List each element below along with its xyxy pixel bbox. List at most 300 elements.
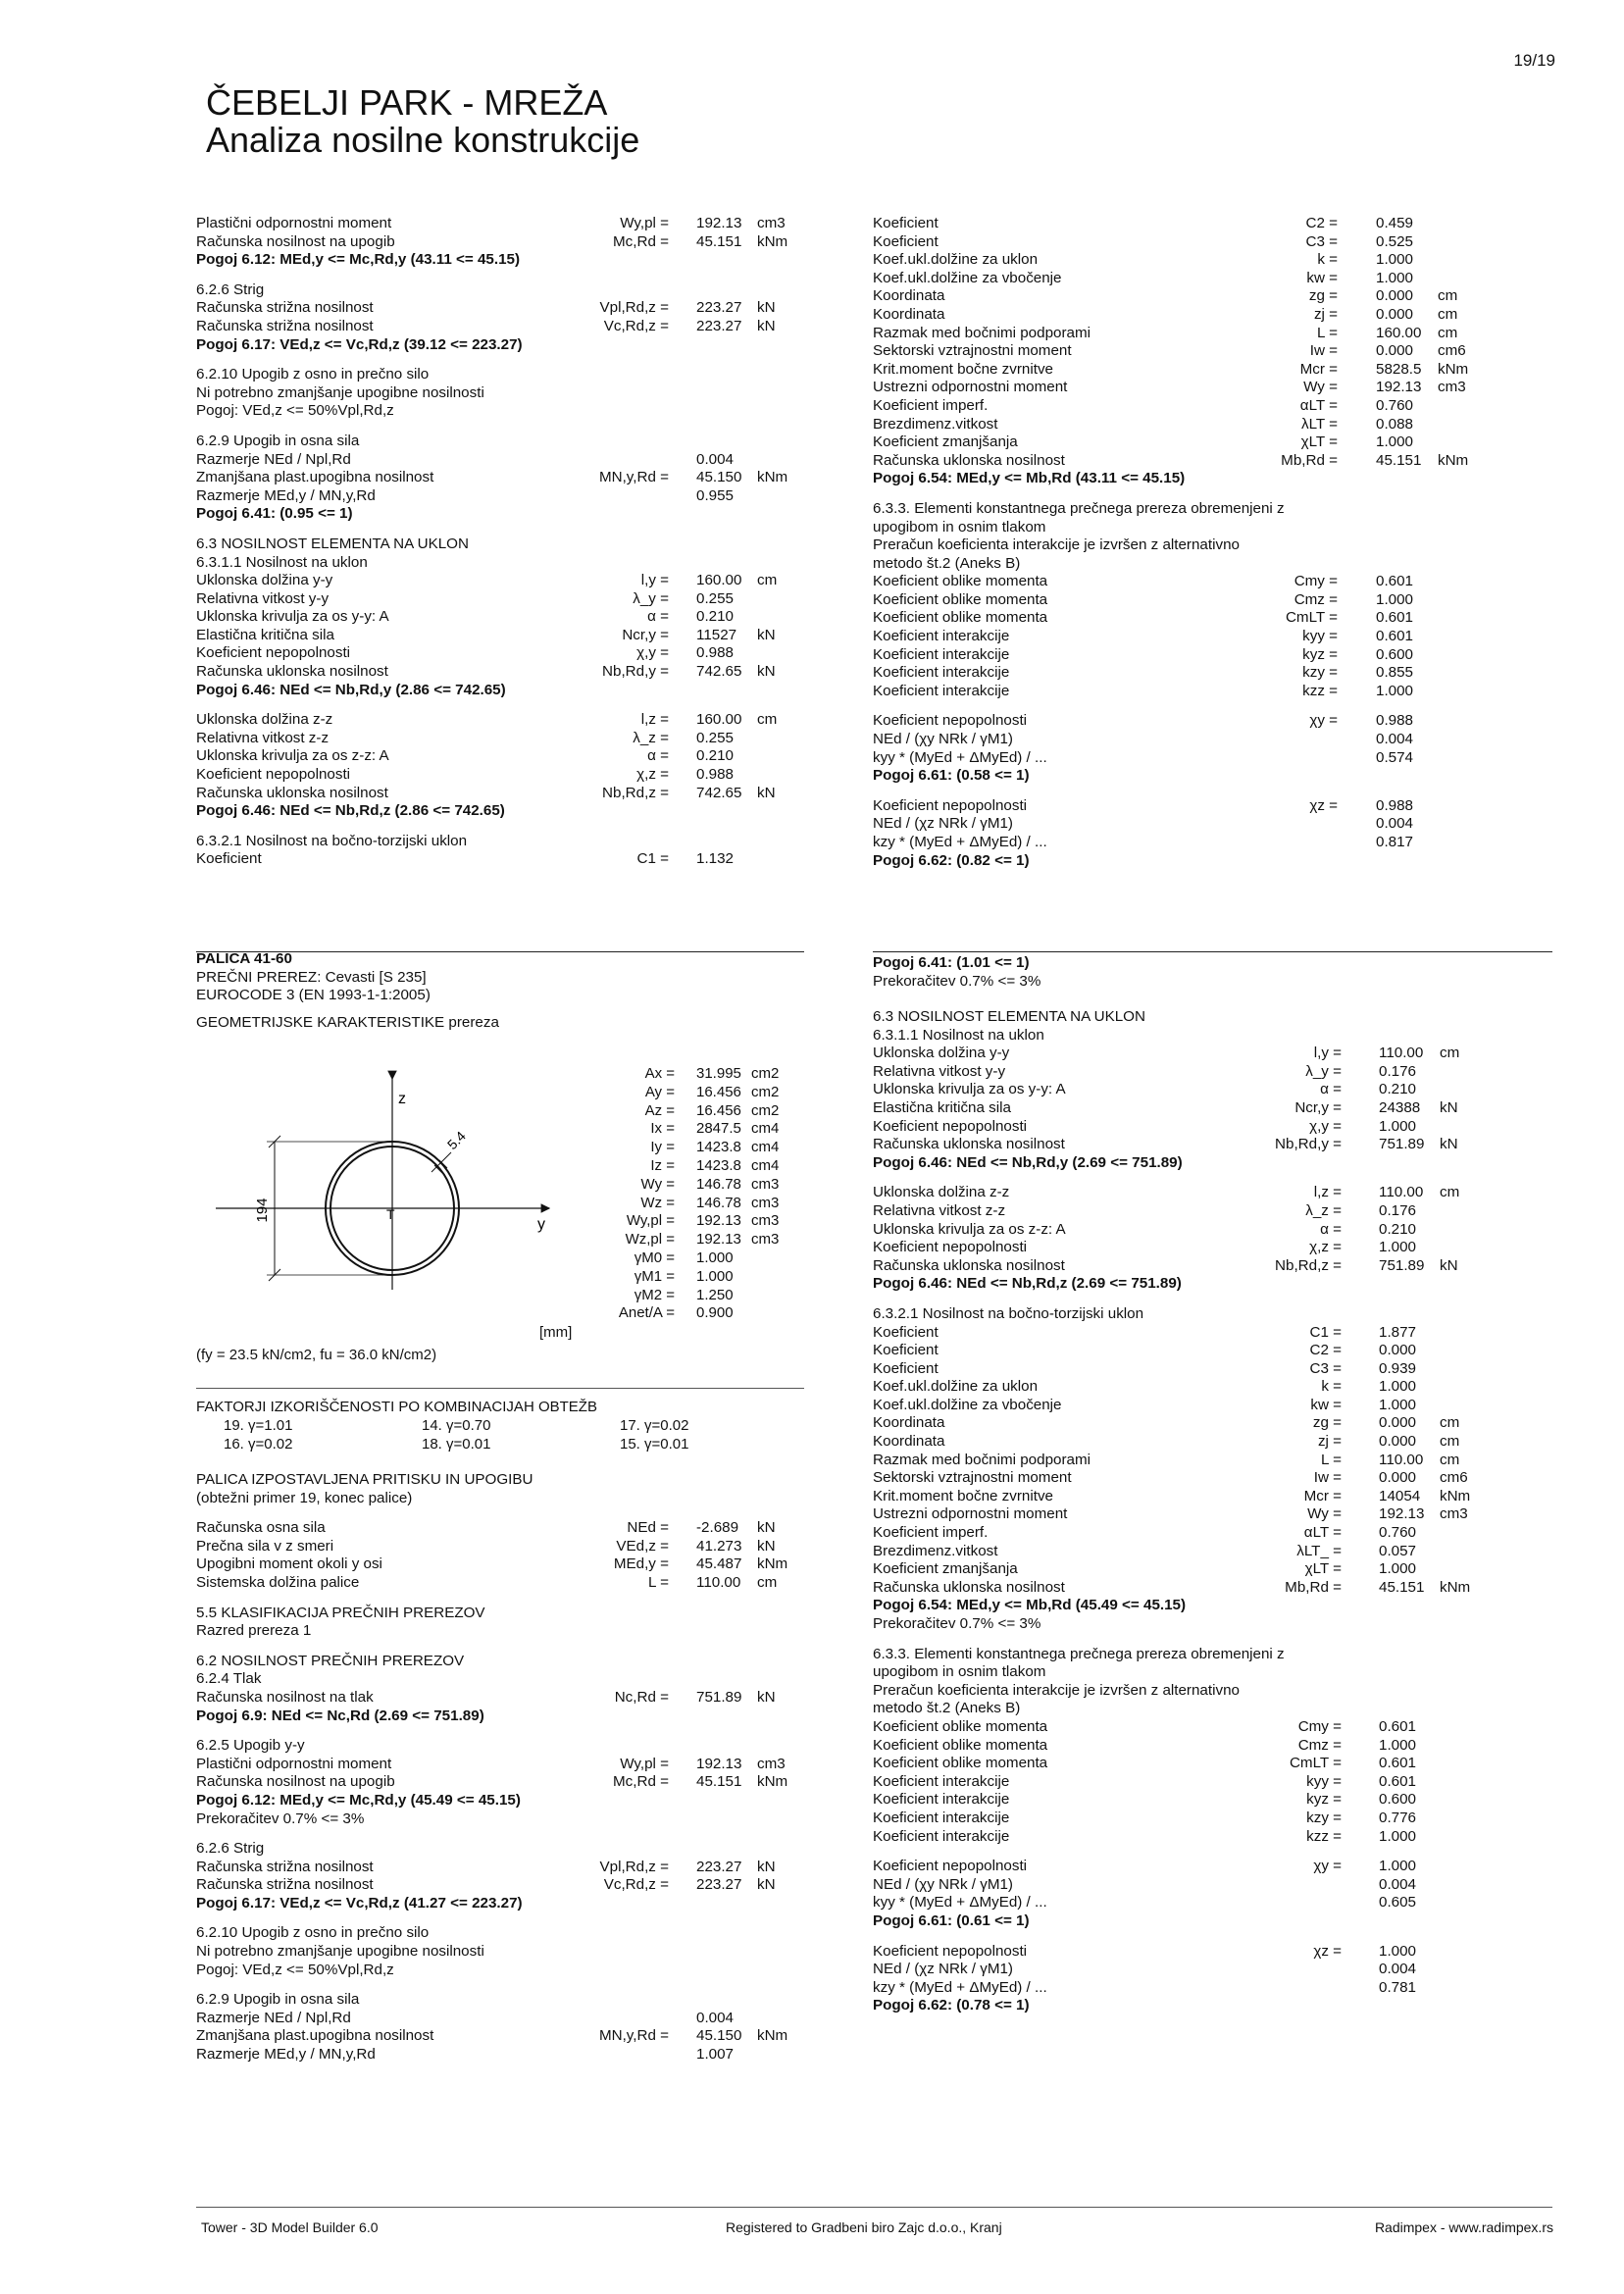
row-label: Pogoj 6.61: (0.58 <= 1): [873, 767, 1030, 785]
row-label: Prekoračitev 0.7% <= 3%: [196, 1810, 365, 1827]
row-value: 0.601: [1376, 573, 1414, 590]
row-label: Brezdimenz.vitkost: [873, 1542, 998, 1559]
row-unit: cm3: [757, 215, 786, 231]
row-label: 6.3.1.1 Nosilnost na uklon: [196, 553, 368, 571]
row-unit: kN: [757, 663, 776, 681]
row-symbol: CmLT =: [1285, 609, 1338, 627]
geometry-value: 146.78: [696, 1194, 741, 1211]
row-label: Ni potrebno zmanjšanje upogibne nosilnosti: [196, 383, 484, 401]
row-value: 0.855: [1376, 664, 1414, 682]
text-line: [196, 299, 804, 318]
geometry-value: 1.000: [696, 1249, 734, 1266]
row-unit: cm: [1440, 1045, 1460, 1062]
row-symbol: Vpl,Rd,z =: [599, 299, 669, 317]
row-value: 1.000: [1379, 1117, 1417, 1135]
row-label: 6.3.1.1 Nosilnost na uklon: [873, 1026, 1044, 1044]
condition-line: [873, 470, 1500, 488]
row-symbol: χy =: [1313, 1858, 1342, 1875]
faktor-item: 14. γ=0.70: [422, 1417, 491, 1434]
spacer: [196, 524, 804, 535]
row-unit: kN: [757, 1688, 776, 1706]
row-value: 0.000: [1376, 305, 1414, 323]
row-symbol: kyz =: [1306, 1791, 1342, 1809]
row-symbol: λ_z =: [633, 729, 669, 746]
row-symbol: Nb,Rd,z =: [1275, 1256, 1342, 1274]
row-symbol: kzz =: [1302, 682, 1338, 699]
geometry-value: 0.900: [696, 1304, 734, 1322]
row-value: 0.004: [1379, 1875, 1417, 1893]
row-label: Plastični odpornostni moment: [196, 1755, 392, 1772]
text-line: [196, 850, 804, 869]
text-line: [196, 730, 804, 748]
row-symbol: Nb,Rd,y =: [602, 663, 669, 681]
geometry-symbol: Wz =: [640, 1194, 675, 1211]
row-symbol: Mb,Rd =: [1285, 1578, 1342, 1596]
row-label: Koeficient zmanjšanja: [873, 433, 1018, 451]
text-line: [196, 572, 804, 590]
condition-line: [196, 336, 804, 355]
row-value: 1.000: [1379, 1736, 1417, 1754]
row-label: Koeficient oblike momenta: [873, 609, 1048, 627]
row-symbol: kw =: [1310, 1396, 1342, 1413]
row-label: Pogoj 6.41: (1.01 <= 1): [873, 954, 1030, 971]
row-label: Sektorski vztrajnostni moment: [873, 1469, 1072, 1487]
row-label: Ustrezni odpornostni moment: [873, 1505, 1068, 1523]
geometry-row: [598, 1084, 834, 1102]
row-symbol: Vc,Rd,z =: [603, 1876, 669, 1894]
geometry-unit: cm2: [751, 1083, 780, 1100]
row-label: 6.3.3. Elementi konstantnega prečnega prereza obremenjeni z: [873, 499, 1285, 517]
row-label: Koeficient: [873, 232, 939, 250]
geometry-row: [598, 1102, 834, 1121]
row-unit: kNm: [1440, 1578, 1471, 1596]
text-line: [873, 749, 1500, 768]
footer-right: Radimpex - www.radimpex.rs: [1374, 2219, 1553, 2235]
text-line: [873, 519, 1500, 537]
spacer: [196, 1593, 804, 1605]
row-unit: kN: [757, 299, 776, 317]
row-label: Pogoj: VEd,z <= 50%Vpl,Rd,z: [196, 402, 394, 420]
geometry-symbol: Wz,pl =: [625, 1231, 675, 1249]
geometry-symbol: Ix =: [650, 1120, 675, 1138]
row-label: Koeficient nepopolnosti: [873, 1117, 1028, 1135]
text-line: [196, 1859, 804, 1877]
row-symbol: Mcr =: [1303, 1487, 1342, 1504]
row-label: Koeficient nepopolnosti: [196, 644, 351, 662]
row-value: 0.057: [1379, 1542, 1417, 1559]
row-label: Pogoj 6.46: NEd <= Nb,Rd,z (2.86 <= 742.65): [196, 802, 505, 820]
row-symbol: L =: [1321, 1451, 1342, 1468]
faktor-item: 19. γ=1.01: [224, 1417, 293, 1434]
row-symbol: kyy =: [1306, 1772, 1342, 1790]
text-line: [873, 1414, 1500, 1433]
geometry-unit: cm4: [751, 1120, 780, 1138]
row-symbol: α =: [647, 747, 669, 765]
row-symbol: χ,y =: [1309, 1117, 1342, 1135]
row-value: 5828.5: [1376, 360, 1422, 378]
row-symbol: Nb,Rd,z =: [602, 784, 669, 801]
text-line: [873, 1615, 1500, 1634]
row-label: Pogoj 6.46: NEd <= Nb,Rd,y (2.86 <= 742.65): [196, 681, 506, 698]
row-unit: kNm: [1438, 451, 1469, 469]
row-label: Koeficient interakcije: [873, 1772, 1010, 1790]
row-label: Pogoj 6.12: MEd,y <= Mc,Rd,y (45.49 <= 45.15): [196, 1791, 521, 1809]
row-label: Sistemska dolžina palice: [196, 1573, 360, 1591]
row-value: 0.776: [1379, 1809, 1417, 1826]
text-line: [873, 731, 1500, 749]
row-value: 0.988: [1376, 796, 1414, 814]
row-label: Koef.ukl.dolžine za uklon: [873, 1378, 1039, 1396]
left-column-top: [196, 215, 804, 869]
row-unit: cm: [1440, 1451, 1460, 1468]
row-value: 751.89: [1379, 1256, 1425, 1274]
condition-line: [873, 767, 1500, 786]
text-line: [873, 1136, 1500, 1154]
condition-line: [196, 1792, 804, 1810]
geometry-symbol: Az =: [644, 1101, 675, 1119]
row-label: Relativna vitkost z-z: [873, 1201, 1006, 1219]
row-label: Razmerje NEd / Npl,Rd: [196, 450, 351, 468]
spacer: [873, 1172, 1500, 1184]
row-symbol: zg =: [1312, 1414, 1342, 1432]
text-line: [873, 834, 1500, 852]
row-label: Brezdimenz.vitkost: [873, 415, 998, 433]
row-unit: kN: [1440, 1256, 1458, 1274]
footer-center: Registered to Gradbeni biro Zajc d.o.o., Kranj: [726, 2219, 1002, 2235]
row-unit: cm: [1440, 1184, 1460, 1201]
row-label: Koeficient interakcije: [873, 1827, 1010, 1845]
page-number: 19/19: [1513, 51, 1555, 70]
row-unit: kN: [757, 1876, 776, 1894]
text-line: [873, 712, 1500, 731]
row-label: Pogoj 6.9: NEd <= Nc,Rd (2.69 <= 751.89): [196, 1707, 484, 1724]
material-note: (fy = 23.5 kN/cm2, fu = 36.0 kN/cm2): [196, 1347, 437, 1363]
row-symbol: kyy =: [1302, 628, 1338, 645]
row-label: upogibom in osnim tlakom: [873, 1663, 1046, 1681]
row-label: 6.3 NOSILNOST ELEMENTA NA UKLON: [196, 535, 469, 552]
row-value: 0.988: [1376, 712, 1414, 730]
row-label: Krit.moment bočne zvrnitve: [873, 1487, 1054, 1504]
spacer: [196, 354, 804, 366]
geometry-row: [598, 1195, 834, 1213]
row-label: kyy * (MyEd + ΔMyEd) / ...: [873, 748, 1047, 766]
row-symbol: C3 =: [1309, 1359, 1342, 1377]
text-line: [196, 433, 804, 451]
row-value: 1.000: [1379, 1239, 1417, 1256]
spacer: [873, 786, 1500, 797]
text-line: [196, 215, 804, 233]
row-label: Koeficient nepopolnosti: [873, 1239, 1028, 1256]
row-value: 0.210: [1379, 1220, 1417, 1238]
geometry-symbol: Iz =: [650, 1156, 675, 1174]
row-symbol: kzz =: [1306, 1827, 1342, 1845]
row-symbol: λ_y =: [633, 589, 669, 607]
text-line: [873, 1257, 1500, 1276]
row-symbol: αLT =: [1299, 396, 1338, 414]
row-value: 45.151: [696, 232, 742, 250]
row-label: Pogoj 6.62: (0.78 <= 1): [873, 1997, 1030, 2014]
row-label: Koeficient interakcije: [873, 664, 1010, 682]
text-line: [196, 1490, 804, 1508]
row-label: Računska strižna nosilnost: [196, 299, 374, 317]
row-symbol: λLT =: [1300, 415, 1338, 433]
text-line: [873, 555, 1500, 574]
text-line: [873, 325, 1500, 343]
spacer: [873, 1846, 1500, 1858]
row-label: (obtežni primer 19, konec palice): [196, 1489, 413, 1506]
geometry-row: [598, 1176, 834, 1195]
geometry-row: [598, 1139, 834, 1157]
row-value: 1.000: [1376, 251, 1414, 269]
row-value: 192.13: [696, 215, 742, 231]
row-value: 223.27: [696, 317, 742, 334]
text-line: [873, 1397, 1500, 1415]
row-label: 6.3 NOSILNOST ELEMENTA NA UKLON: [873, 1008, 1145, 1025]
geometry-row: [598, 1249, 834, 1268]
text-line: [196, 1737, 804, 1756]
row-label: Plastični odpornostni moment: [196, 215, 392, 231]
text-line: [196, 554, 804, 573]
geometry-value: 1423.8: [696, 1139, 741, 1156]
row-value: 0.000: [1379, 1433, 1417, 1451]
row-symbol: L =: [1317, 324, 1338, 341]
row-value: 110.00: [1379, 1184, 1424, 1201]
row-label: Računska osna sila: [196, 1519, 326, 1537]
row-value: 110.00: [696, 1573, 741, 1591]
row-label: Pogoj 6.61: (0.61 <= 1): [873, 1912, 1030, 1929]
row-value: 45.151: [696, 1773, 742, 1791]
row-label: Relativna vitkost y-y: [873, 1062, 1006, 1080]
row-symbol: χ,z =: [636, 766, 669, 784]
row-label: Pogoj 6.17: VEd,z <= Vc,Rd,z (39.12 <= 223.27): [196, 335, 523, 353]
row-value: 11527: [696, 626, 737, 643]
row-symbol: Mcr =: [1299, 360, 1338, 378]
faktorji-divider: [196, 1388, 804, 1389]
row-unit: cm3: [757, 1755, 786, 1772]
text-line: [873, 1579, 1500, 1598]
text-line: [196, 1605, 804, 1623]
text-line: [196, 747, 804, 766]
row-label: Koordinata: [873, 305, 945, 323]
row-value: -2.689: [696, 1519, 739, 1537]
text-line: [196, 1962, 804, 1980]
row-value: 0.210: [1379, 1081, 1417, 1098]
row-label: Zmanjšana plast.upogibna nosilnost: [196, 469, 434, 486]
row-label: Koeficient interakcije: [873, 682, 1010, 699]
row-symbol: k =: [1321, 1378, 1342, 1396]
row-symbol: χLT =: [1300, 433, 1338, 451]
text-line: [873, 1027, 1500, 1045]
geometry-unit: cm3: [751, 1175, 780, 1193]
text-line: [196, 2046, 804, 2065]
condition-line: [873, 1912, 1500, 1931]
spacer: [196, 1979, 804, 1991]
text-line: [873, 646, 1500, 665]
text-line: [873, 1791, 1500, 1810]
y-axis-label: y: [537, 1216, 545, 1233]
spacer: [873, 700, 1500, 712]
row-symbol: Nb,Rd,y =: [1275, 1136, 1342, 1153]
text-line: [873, 1488, 1500, 1506]
text-line: [873, 1342, 1500, 1360]
text-line: [873, 1045, 1500, 1063]
row-symbol: χz =: [1309, 796, 1338, 814]
row-label: Koeficient: [873, 1323, 939, 1341]
row-symbol: NEd =: [627, 1519, 669, 1537]
row-symbol: Wy,pl =: [620, 1755, 669, 1772]
row-value: 0.525: [1376, 232, 1414, 250]
row-value: 110.00: [1379, 1045, 1424, 1062]
document-subtitle: Analiza nosilne konstrukcije: [206, 120, 640, 160]
row-symbol: kzy =: [1306, 1809, 1342, 1826]
text-line: [873, 1221, 1500, 1240]
spacer: [196, 1725, 804, 1737]
row-value: 0.988: [696, 644, 735, 662]
row-value: 0.600: [1376, 645, 1414, 663]
text-line: [873, 1682, 1500, 1701]
text-line: [873, 1099, 1500, 1118]
geometry-value: 192.13: [696, 1231, 741, 1249]
geometry-row: [598, 1268, 834, 1287]
text-line: [873, 379, 1500, 397]
row-value: 0.600: [1379, 1791, 1417, 1809]
geometry-unit: cm4: [751, 1139, 780, 1156]
text-line: [196, 281, 804, 300]
text-line: [196, 1622, 804, 1641]
text-line: [873, 233, 1500, 252]
row-label: 6.2.9 Upogib in osna sila: [196, 432, 360, 449]
row-value: 0.000: [1376, 287, 1414, 305]
row-label: Koeficient nepopolnosti: [873, 796, 1028, 814]
row-value: 0.000: [1379, 1414, 1417, 1432]
row-label: Razred prereza 1: [196, 1622, 312, 1640]
spacer: [196, 1641, 804, 1653]
row-symbol: C1 =: [636, 850, 669, 868]
text-line: [196, 644, 804, 663]
row-label: Koordinata: [873, 1414, 945, 1432]
text-line: [873, 361, 1500, 380]
text-line: [873, 306, 1500, 325]
row-label: Koeficient interakcije: [873, 645, 1010, 663]
row-symbol: C1 =: [1309, 1323, 1342, 1341]
text-line: [873, 797, 1500, 816]
row-value: 751.89: [696, 1688, 742, 1706]
row-unit: kNm: [1440, 1487, 1471, 1504]
row-unit: kN: [757, 1537, 776, 1555]
row-value: 160.00: [696, 711, 742, 729]
row-label: Koeficient imperf.: [873, 1524, 989, 1542]
row-label: Uklonska dolžina z-z: [196, 711, 333, 729]
row-label: Zmanjšana plast.upogibna nosilnost: [196, 2027, 434, 2045]
row-value: 0.210: [696, 608, 735, 626]
row-symbol: Cmy =: [1297, 1717, 1342, 1735]
palica-header: [196, 950, 804, 1032]
row-label: Koeficient zmanjšanja: [873, 1560, 1018, 1578]
row-symbol: CmLT =: [1289, 1755, 1342, 1772]
row-unit: cm: [1438, 324, 1458, 341]
row-label: Elastična kritična sila: [196, 626, 334, 643]
row-unit: kN: [757, 1519, 776, 1537]
design-code: EUROCODE 3 (EN 1993-1-1:2005): [196, 987, 431, 1004]
row-label: Računska strižna nosilnost: [196, 1876, 374, 1894]
row-label: Razmak med bočnimi podporami: [873, 324, 1091, 341]
row-label: metodo št.2 (Aneks B): [873, 1700, 1021, 1717]
row-value: 0.459: [1376, 215, 1414, 231]
row-label: NEd / (χz NRk / γM1): [873, 815, 1013, 833]
text-line: [873, 1118, 1500, 1137]
faktor-item: 18. γ=0.01: [422, 1436, 491, 1453]
row-label: Pogoj 6.46: NEd <= Nb,Rd,y (2.69 <= 751.89): [873, 1153, 1183, 1171]
text-line: [873, 1943, 1500, 1962]
geometry-symbol: Anet/A =: [618, 1304, 675, 1322]
row-label: Koeficient oblike momenta: [873, 573, 1048, 590]
row-label: Pogoj 6.54: MEd,y <= Mb,Rd (43.11 <= 45.15): [873, 470, 1186, 487]
row-value: 192.13: [1379, 1505, 1425, 1523]
row-symbol: zj =: [1317, 1433, 1342, 1451]
spacer: [196, 421, 804, 433]
right-column-top: [873, 215, 1500, 870]
row-value: 14054: [1379, 1487, 1421, 1504]
row-symbol: α =: [1320, 1081, 1342, 1098]
text-line: [873, 591, 1500, 610]
row-value: 0.000: [1376, 342, 1414, 360]
text-line: [196, 1689, 804, 1708]
row-unit: kN: [1440, 1136, 1458, 1153]
spacer: [196, 270, 804, 281]
row-label: Preračun koeficienta interakcije je izvršen z alternativno: [873, 536, 1240, 554]
row-value: 0.601: [1376, 628, 1414, 645]
text-line: [196, 833, 804, 851]
geometry-symbol: Iy =: [650, 1139, 675, 1156]
text-line: [196, 711, 804, 730]
row-label: kzy * (MyEd + ΔMyEd) / ...: [873, 834, 1047, 850]
geometry-unit: cm2: [751, 1101, 780, 1119]
text-line: [196, 2027, 804, 2046]
text-line: [196, 487, 804, 506]
row-label: Koeficient nepopolnosti: [873, 712, 1028, 730]
row-symbol: MN,y,Rd =: [598, 469, 669, 486]
row-symbol: Vpl,Rd,z =: [599, 1858, 669, 1875]
row-label: Krit.moment bočne zvrnitve: [873, 360, 1054, 378]
row-label: Koeficient oblike momenta: [873, 1736, 1048, 1754]
row-value: 192.13: [1376, 379, 1422, 396]
geometry-value: 146.78: [696, 1175, 741, 1193]
spacer: [196, 1912, 804, 1924]
row-value: 1.000: [1376, 590, 1414, 608]
row-symbol: α =: [647, 608, 669, 626]
row-symbol: αLT =: [1303, 1524, 1342, 1542]
row-symbol: l,z =: [1313, 1184, 1342, 1201]
text-line: [873, 1505, 1500, 1524]
row-value: 0.004: [696, 2009, 735, 2026]
row-symbol: Mb,Rd =: [1281, 451, 1338, 469]
row-label: Upogibni moment okoli y osi: [196, 1555, 382, 1573]
row-value: 0.781: [1379, 1978, 1417, 1996]
row-symbol: L =: [648, 1573, 669, 1591]
text-line: [196, 1555, 804, 1574]
row-symbol: Iw =: [1313, 1469, 1342, 1487]
geometry-row: [598, 1287, 834, 1305]
row-symbol: Cmz =: [1294, 590, 1338, 608]
row-unit: cm: [1440, 1414, 1460, 1432]
geometry-row: [598, 1157, 834, 1176]
text-line: [196, 366, 804, 384]
text-line: [196, 1519, 804, 1538]
text-line: [196, 233, 804, 252]
text-line: [873, 973, 1500, 992]
condition-line: [873, 1275, 1500, 1294]
row-value: 0.000: [1379, 1342, 1417, 1359]
